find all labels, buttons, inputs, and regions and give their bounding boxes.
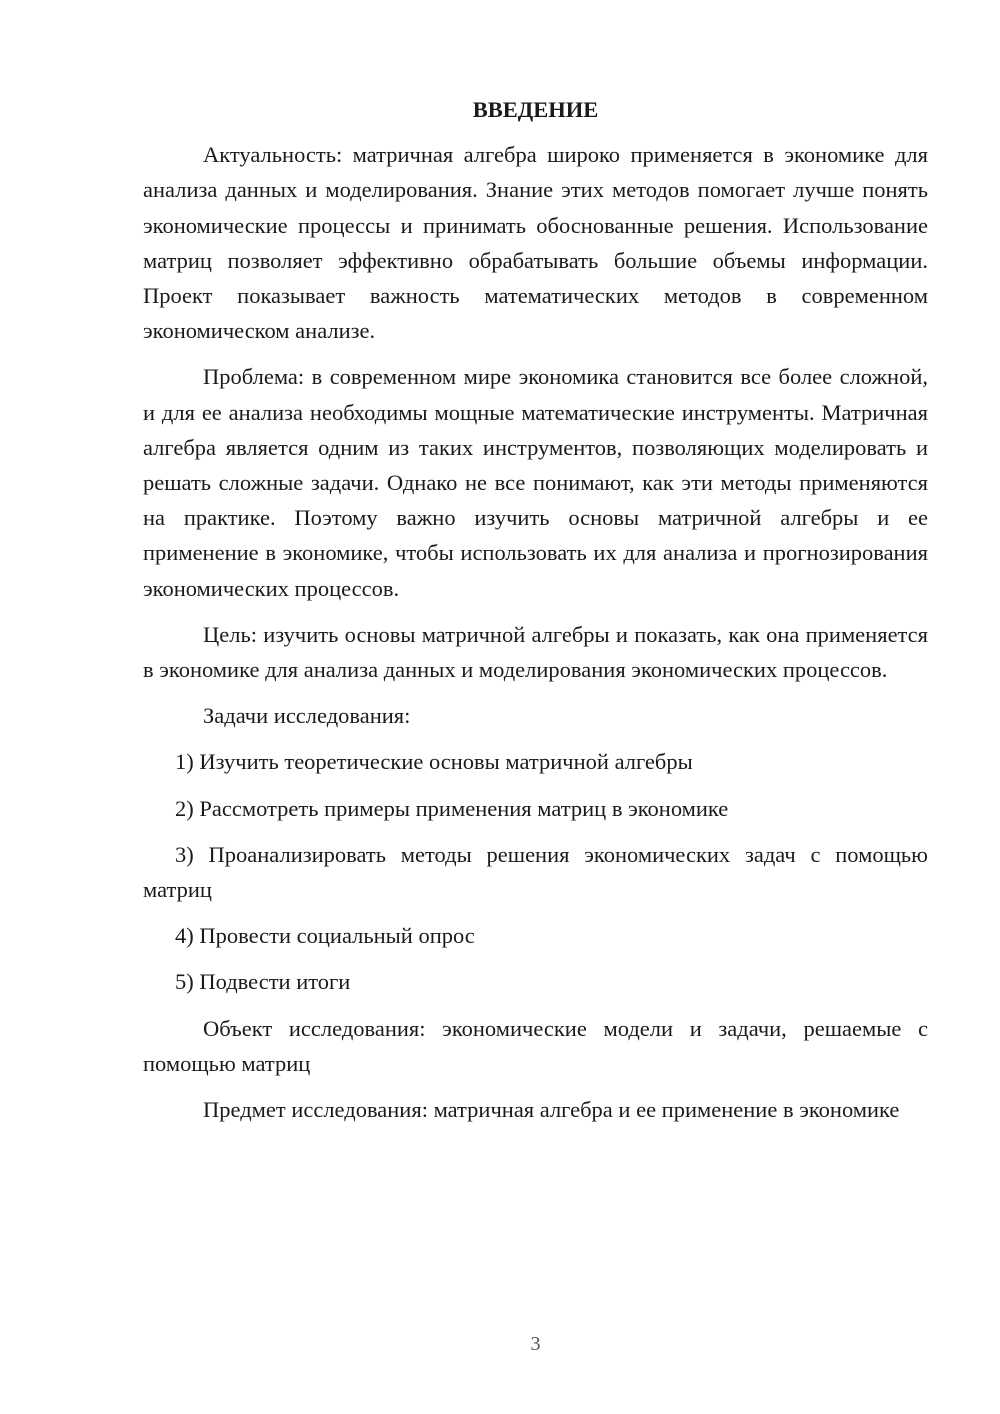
task-item: 2) Рассмотреть примеры применения матриц в экономике (175, 795, 729, 821)
task-item: 1) Изучить теоретические основы матричной алгебры (175, 749, 693, 775)
paragraph-subject: Предмет исследования: матричная алгебра и ее применение в экономике (203, 1097, 900, 1123)
paragraph-relevance: Актуальность: матричная алгебра широко применяется в экономике для анализа данных и моделирования. Знание этих методов помогает лучше понять экономические процессы и принимать обоснованные решения. Использование матриц позволяет эффективно обрабатывать большие объемы информации. Проект показывает важность математических методов в современном экономическом анализе. (143, 142, 928, 344)
task-item: 5) Подвести итоги (175, 969, 351, 995)
tasks-heading: Задачи исследования: (203, 703, 411, 729)
paragraph-object: Объект исследования: экономические модели и задачи, решаемые с помощью матриц (143, 1015, 928, 1076)
tasks-list (143, 744, 928, 999)
task-item: 3) Проанализировать методы решения экономических задач с помощью матриц (143, 841, 928, 903)
page-content (143, 92, 928, 1138)
paragraph-problem: Проблема: в современном мире экономика становится все более сложной, и для ее анализа необходимы мощные математические инструменты. Матричная алгебра является одним из таких инструментов, позволяющих моделировать и решать сложные задачи. Однако не все понимают, как эти методы применяются на практике. Поэтому важно изучить основы матричной алгебры и ее применение в экономике, чтобы использовать их для анализа и прогнозирования экономических процессов. (143, 364, 928, 601)
page-number: 3 (530, 1333, 541, 1355)
page-title: ВВЕДЕНИЕ (472, 97, 599, 122)
task-item: 4) Провести социальный опрос (175, 923, 475, 949)
paragraph-goal: Цель: изучить основы матричной алгебры и показать, как она применяется в экономике для анализа данных и моделирования экономических процессов. (143, 621, 928, 683)
